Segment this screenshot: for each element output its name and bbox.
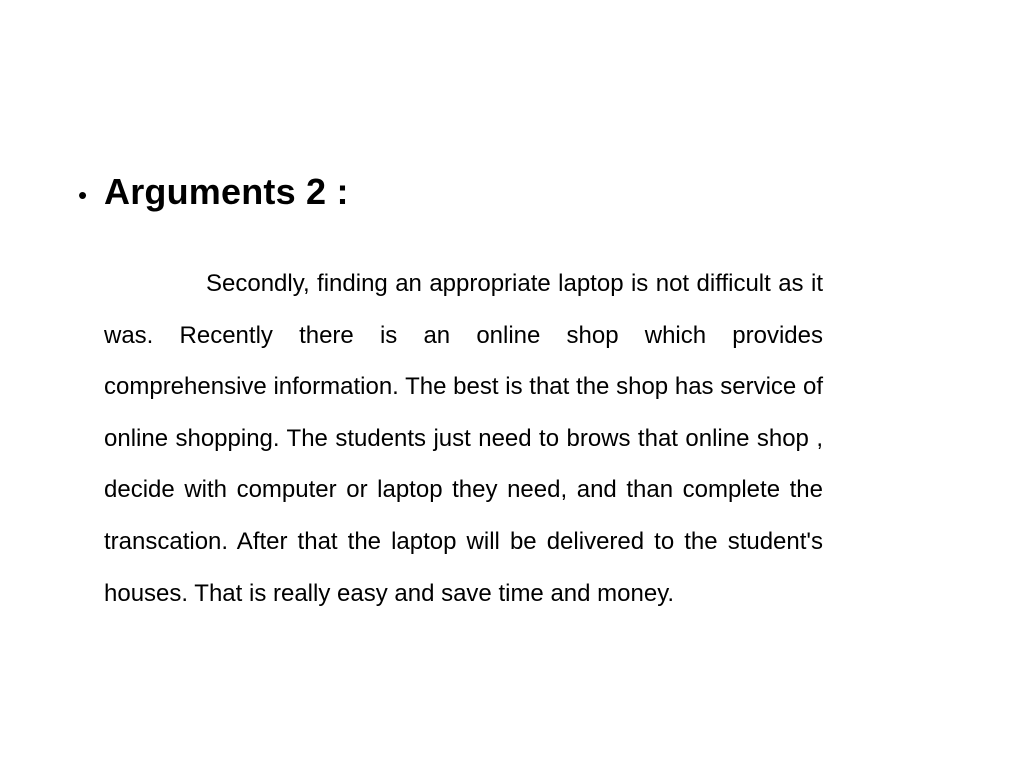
slide-heading: Arguments 2 : bbox=[104, 171, 349, 212]
bullet-item bbox=[78, 170, 349, 215]
body-paragraph: Secondly, finding an appropriate laptop is not difficult as it was. Recently there is an online shop which provides comprehensive information. The best is that the shop has service of online shopping. The students just need to brows that online shop , decide with computer or laptop they need, and than complete the transcation. After that the laptop will be delivered to the student's houses. That is really easy and save time and money. bbox=[104, 270, 823, 607]
bullet-icon: • bbox=[78, 180, 88, 210]
